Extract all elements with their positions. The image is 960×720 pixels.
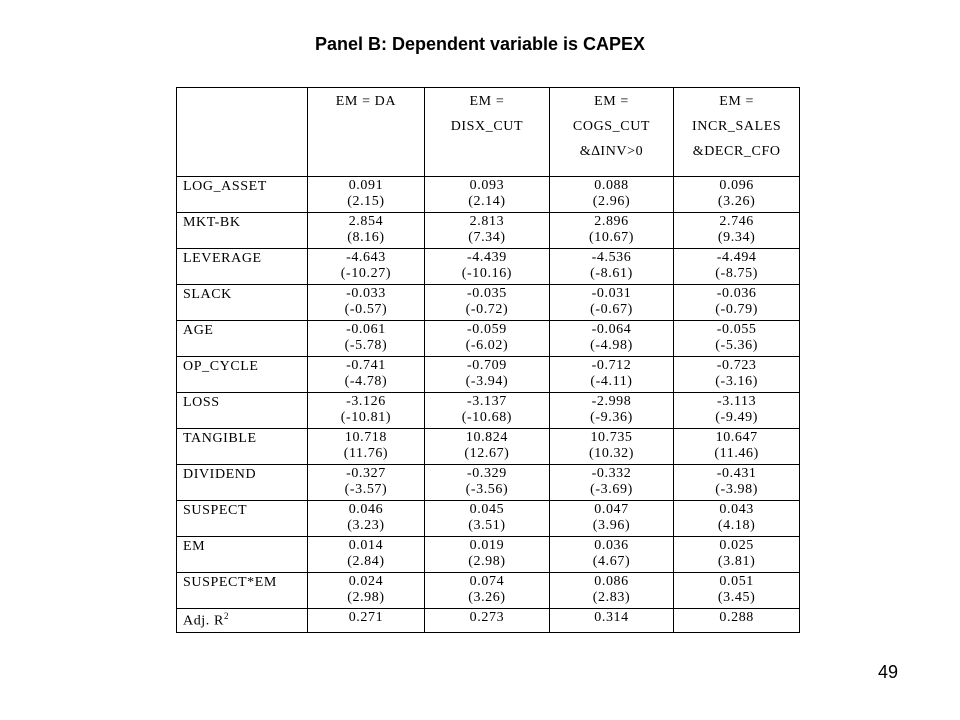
coefficient-cell bbox=[674, 213, 800, 249]
coefficient-cell bbox=[674, 357, 800, 393]
column-header-line: &DECR_CFO bbox=[692, 144, 781, 159]
table-row bbox=[177, 573, 800, 609]
t-statistic: (-5.78) bbox=[344, 338, 388, 353]
coefficient-cell bbox=[674, 393, 800, 429]
coefficient-value: 0.091 bbox=[348, 178, 384, 193]
coefficient-cell bbox=[425, 321, 550, 357]
variable-label: SLACK bbox=[177, 285, 308, 321]
coefficient-value: 0.047 bbox=[594, 502, 629, 517]
table-row bbox=[177, 177, 800, 213]
column-header bbox=[674, 88, 800, 177]
coefficient-cell bbox=[425, 249, 550, 285]
coefficient-cell bbox=[549, 213, 674, 249]
coefficient-value: -0.033 bbox=[346, 286, 386, 301]
variable-label: SUSPECT*EM bbox=[177, 573, 308, 609]
coefficient-value: 0.043 bbox=[719, 502, 754, 517]
t-statistic: (3.45) bbox=[717, 590, 756, 605]
coefficient-value: -0.723 bbox=[716, 358, 757, 373]
t-statistic: (9.34) bbox=[717, 230, 756, 245]
coefficient-cell bbox=[307, 177, 424, 213]
coefficient-value: -0.064 bbox=[591, 322, 632, 337]
t-statistic: (-0.72) bbox=[465, 302, 509, 317]
table-row bbox=[177, 537, 800, 573]
t-statistic: (-6.02) bbox=[465, 338, 509, 353]
t-statistic: (8.16) bbox=[347, 230, 385, 245]
variable-label: SUSPECT bbox=[177, 501, 308, 537]
table-row bbox=[177, 429, 800, 465]
t-statistic: (10.32) bbox=[588, 446, 635, 461]
coefficient-value: -0.059 bbox=[467, 322, 507, 337]
t-statistic: (-3.98) bbox=[715, 482, 758, 497]
t-statistic: (2.96) bbox=[592, 194, 631, 209]
column-header-line: &∆INV>0 bbox=[579, 144, 644, 159]
corner-cell bbox=[177, 88, 308, 177]
table-row bbox=[177, 393, 800, 429]
coefficient-cell bbox=[549, 285, 674, 321]
column-header bbox=[425, 88, 550, 177]
column-header-line: INCR_SALES bbox=[692, 119, 782, 134]
coefficient-value: 0.051 bbox=[719, 574, 754, 589]
coefficient-value: 0.024 bbox=[348, 574, 384, 589]
r2-value: 0.271 bbox=[307, 609, 424, 633]
coefficient-cell bbox=[307, 501, 424, 537]
coefficient-cell bbox=[307, 321, 424, 357]
coefficient-value: -4.643 bbox=[346, 250, 386, 265]
coefficient-value: 0.086 bbox=[594, 574, 629, 589]
t-statistic: (11.46) bbox=[714, 446, 759, 461]
t-statistic: (7.34) bbox=[468, 230, 506, 245]
variable-label: EM bbox=[177, 537, 308, 573]
coefficient-cell bbox=[674, 573, 800, 609]
coefficient-cell bbox=[549, 357, 674, 393]
t-statistic: (-3.69) bbox=[590, 482, 633, 497]
t-statistic: (-10.16) bbox=[461, 266, 513, 281]
coefficient-value: 2.746 bbox=[719, 214, 754, 229]
coefficient-cell bbox=[425, 213, 550, 249]
coefficient-cell bbox=[307, 393, 424, 429]
t-statistic: (10.67) bbox=[588, 230, 635, 245]
coefficient-value: 2.896 bbox=[594, 214, 629, 229]
column-header-line: DISX_CUT bbox=[450, 119, 524, 134]
coefficient-value: -4.494 bbox=[716, 250, 757, 265]
coefficient-value: 0.096 bbox=[719, 178, 754, 193]
coefficient-cell bbox=[425, 573, 550, 609]
panel-title: Panel B: Dependent variable is CAPEX bbox=[314, 34, 646, 54]
coefficient-cell bbox=[307, 249, 424, 285]
coefficient-cell bbox=[674, 177, 800, 213]
coefficient-cell bbox=[549, 429, 674, 465]
coefficient-cell bbox=[307, 213, 424, 249]
t-statistic: (3.26) bbox=[717, 194, 756, 209]
t-statistic: (3.26) bbox=[468, 590, 506, 605]
coefficient-cell bbox=[549, 573, 674, 609]
column-header bbox=[307, 88, 424, 177]
t-statistic: (12.67) bbox=[464, 446, 510, 461]
t-statistic: (2.15) bbox=[347, 194, 385, 209]
t-statistic: (2.83) bbox=[592, 590, 631, 605]
coefficient-value: -0.036 bbox=[716, 286, 757, 301]
column-header bbox=[549, 88, 674, 177]
coefficient-cell bbox=[425, 429, 550, 465]
coefficient-value: 0.036 bbox=[594, 538, 629, 553]
table-row bbox=[177, 465, 800, 501]
t-statistic: (2.84) bbox=[347, 554, 385, 569]
variable-label: DIVIDEND bbox=[177, 465, 308, 501]
coefficient-cell bbox=[549, 249, 674, 285]
t-statistic: (-9.49) bbox=[715, 410, 758, 425]
coefficient-value: 0.019 bbox=[469, 538, 505, 553]
coefficient-value: -0.431 bbox=[716, 466, 757, 481]
t-statistic: (2.98) bbox=[468, 554, 506, 569]
coefficient-value: -0.332 bbox=[591, 466, 632, 481]
coefficient-value: -0.712 bbox=[591, 358, 632, 373]
column-header-line: EM = bbox=[469, 94, 505, 109]
coefficient-value: 0.045 bbox=[469, 502, 505, 517]
coefficient-cell bbox=[307, 357, 424, 393]
adj-r2-row bbox=[177, 609, 800, 633]
t-statistic: (-4.78) bbox=[344, 374, 388, 389]
coefficient-value: 10.647 bbox=[715, 430, 758, 445]
t-statistic: (11.76) bbox=[343, 446, 389, 461]
t-statistic: (3.51) bbox=[468, 518, 506, 533]
coefficient-cell bbox=[307, 465, 424, 501]
variable-label: LOSS bbox=[177, 393, 308, 429]
t-statistic: (-3.16) bbox=[715, 374, 758, 389]
coefficient-value: -0.741 bbox=[346, 358, 386, 373]
coefficient-cell bbox=[425, 285, 550, 321]
t-statistic: (2.98) bbox=[347, 590, 385, 605]
variable-label: OP_CYCLE bbox=[177, 357, 308, 393]
coefficient-value: 0.025 bbox=[719, 538, 754, 553]
coefficient-cell bbox=[549, 177, 674, 213]
coefficient-value: 0.074 bbox=[469, 574, 505, 589]
coefficient-value: 10.735 bbox=[590, 430, 633, 445]
coefficient-cell bbox=[674, 429, 800, 465]
coefficient-value: 0.093 bbox=[469, 178, 505, 193]
coefficient-value: -0.329 bbox=[467, 466, 507, 481]
r2-value: 0.288 bbox=[674, 609, 800, 633]
coefficient-value: -0.031 bbox=[591, 286, 632, 301]
coefficient-cell bbox=[425, 177, 550, 213]
t-statistic: (4.67) bbox=[592, 554, 631, 569]
coefficient-cell bbox=[549, 537, 674, 573]
coefficient-cell bbox=[549, 501, 674, 537]
table-row bbox=[177, 285, 800, 321]
t-statistic: (-10.68) bbox=[461, 410, 513, 425]
coefficient-cell bbox=[549, 393, 674, 429]
coefficient-value: -0.709 bbox=[467, 358, 507, 373]
coefficient-value: 0.014 bbox=[348, 538, 384, 553]
coefficient-cell bbox=[307, 537, 424, 573]
table-row bbox=[177, 213, 800, 249]
coefficient-cell bbox=[307, 429, 424, 465]
coefficient-cell bbox=[425, 465, 550, 501]
t-statistic: (3.96) bbox=[592, 518, 631, 533]
variable-label: LOG_ASSET bbox=[177, 177, 308, 213]
r2-value: 0.314 bbox=[549, 609, 674, 633]
page-number: 49 bbox=[878, 662, 899, 682]
coefficient-value: -3.113 bbox=[717, 394, 757, 409]
t-statistic: (-4.98) bbox=[590, 338, 633, 353]
coefficient-value: -4.536 bbox=[591, 250, 632, 265]
variable-label: TANGIBLE bbox=[177, 429, 308, 465]
coefficient-cell bbox=[674, 465, 800, 501]
coefficient-cell bbox=[674, 285, 800, 321]
coefficient-cell bbox=[425, 393, 550, 429]
t-statistic: (3.23) bbox=[347, 518, 385, 533]
coefficient-value: -0.055 bbox=[716, 322, 757, 337]
table-row bbox=[177, 501, 800, 537]
column-header-line: EM = bbox=[594, 94, 629, 109]
t-statistic: (2.14) bbox=[468, 194, 506, 209]
coefficient-value: -3.126 bbox=[346, 394, 386, 409]
coefficient-cell bbox=[425, 357, 550, 393]
coefficient-value: 2.854 bbox=[348, 214, 384, 229]
coefficient-cell bbox=[307, 285, 424, 321]
t-statistic: (4.18) bbox=[717, 518, 756, 533]
coefficient-cell bbox=[674, 249, 800, 285]
coefficient-cell bbox=[549, 465, 674, 501]
coefficient-value: 10.718 bbox=[344, 430, 387, 445]
t-statistic: (-0.57) bbox=[344, 302, 388, 317]
coefficient-value: -2.998 bbox=[591, 394, 632, 409]
coefficient-value: 2.813 bbox=[469, 214, 505, 229]
regression-table bbox=[176, 87, 800, 633]
t-statistic: (-5.36) bbox=[715, 338, 758, 353]
column-header-line: COGS_CUT bbox=[572, 119, 651, 134]
coefficient-value: -0.061 bbox=[346, 322, 386, 337]
variable-label bbox=[177, 609, 308, 633]
column-header-line: EM = bbox=[719, 94, 755, 109]
coefficient-cell bbox=[307, 573, 424, 609]
t-statistic: (-3.56) bbox=[465, 482, 509, 497]
variable-label: MKT-BK bbox=[177, 213, 308, 249]
coefficient-value: 0.088 bbox=[594, 178, 629, 193]
coefficient-value: -4.439 bbox=[467, 250, 507, 265]
r2-superscript: 2 bbox=[223, 611, 230, 621]
t-statistic: (-8.75) bbox=[715, 266, 758, 281]
t-statistic: (-0.79) bbox=[715, 302, 758, 317]
r2-value: 0.273 bbox=[425, 609, 550, 633]
table-row bbox=[177, 357, 800, 393]
table-row bbox=[177, 249, 800, 285]
coefficient-value: 0.046 bbox=[348, 502, 384, 517]
t-statistic: (-0.67) bbox=[590, 302, 633, 317]
coefficient-cell bbox=[549, 321, 674, 357]
table-row bbox=[177, 321, 800, 357]
r2-label: Adj. R bbox=[183, 613, 224, 629]
t-statistic: (-10.27) bbox=[340, 266, 392, 281]
t-statistic: (-10.81) bbox=[340, 410, 392, 425]
t-statistic: (3.81) bbox=[717, 554, 756, 569]
coefficient-value: -3.137 bbox=[467, 394, 507, 409]
coefficient-value: 10.824 bbox=[465, 430, 508, 445]
coefficient-cell bbox=[674, 537, 800, 573]
variable-label: AGE bbox=[177, 321, 308, 357]
coefficient-cell bbox=[425, 501, 550, 537]
coefficient-value: -0.035 bbox=[467, 286, 507, 301]
header-row bbox=[177, 88, 800, 177]
t-statistic: (-4.11) bbox=[590, 374, 633, 389]
coefficient-cell bbox=[425, 537, 550, 573]
column-header-line: EM = DA bbox=[335, 94, 397, 109]
t-statistic: (-9.36) bbox=[590, 410, 633, 425]
t-statistic: (-3.94) bbox=[465, 374, 509, 389]
t-statistic: (-8.61) bbox=[590, 266, 633, 281]
t-statistic: (-3.57) bbox=[344, 482, 388, 497]
coefficient-cell bbox=[674, 321, 800, 357]
coefficient-value: -0.327 bbox=[346, 466, 386, 481]
coefficient-cell bbox=[674, 501, 800, 537]
variable-label: LEVERAGE bbox=[177, 249, 308, 285]
